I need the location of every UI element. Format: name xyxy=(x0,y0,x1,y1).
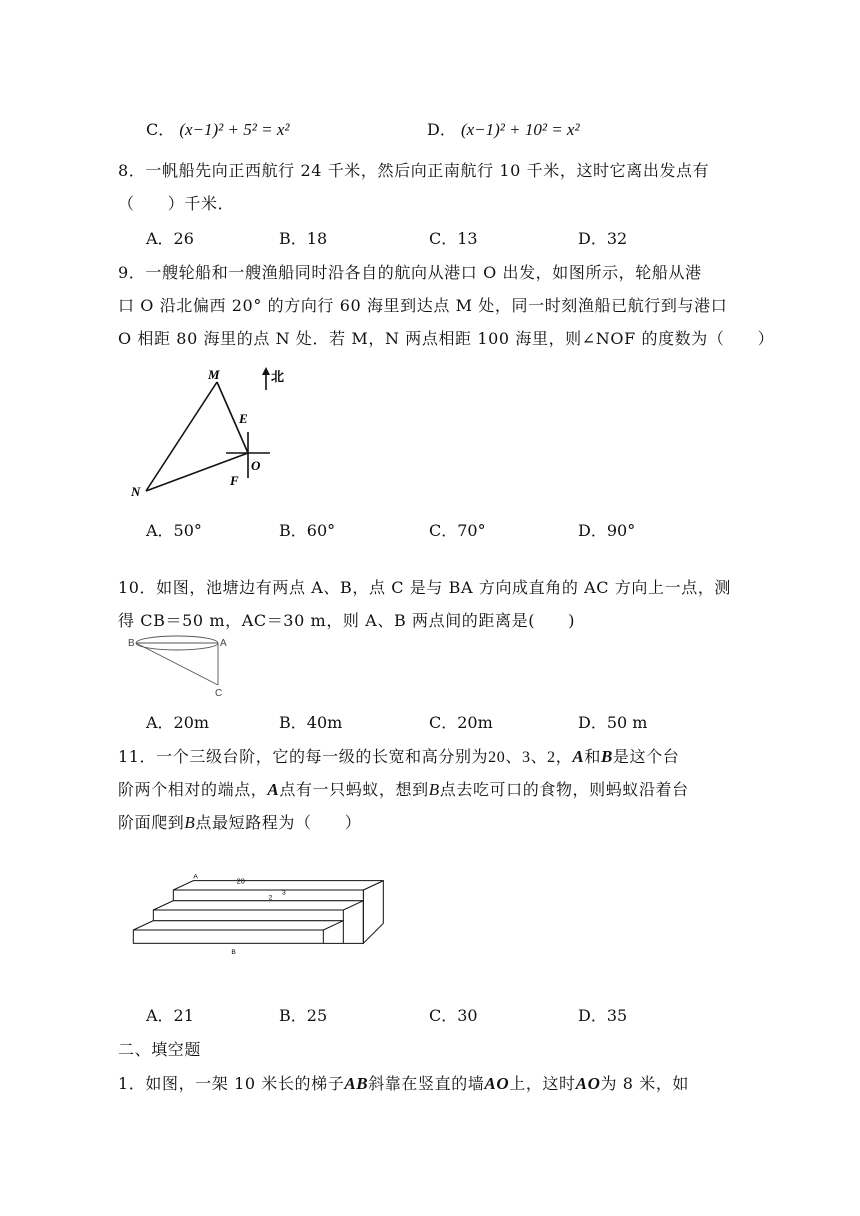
q11-line3-text-a: 阶面爬到 xyxy=(118,813,185,832)
q9-option-c: C．70° xyxy=(429,521,486,540)
q8-option-c: C．13 xyxy=(429,229,478,248)
option-label: D． xyxy=(427,120,456,139)
q11-staircase-figure xyxy=(130,860,390,972)
point-b-ref: B xyxy=(428,780,440,799)
q11-text-line2 xyxy=(118,777,689,800)
q11-line3-text-b: 点最短路程为（ ） xyxy=(195,813,362,832)
q11-line2-text-a: 阶两个相对的端点， xyxy=(118,780,268,799)
label-a: A xyxy=(220,638,227,649)
q9-option-a: A．50° xyxy=(146,521,202,540)
q10-text-line2: 得 CB＝50 m，AC＝30 m，则 A、B 两点间的距离是( ) xyxy=(118,611,576,630)
label-n: N xyxy=(131,484,141,499)
fill-q1-text-d: 为 8 米，如 xyxy=(600,1074,690,1093)
q11-text-line3 xyxy=(118,810,361,833)
point-b-ref: B xyxy=(184,813,196,832)
q10-option-b: B．40m xyxy=(279,713,343,732)
formula-c: (x−1)² + 5² = x² xyxy=(179,120,290,139)
north-arrow-icon xyxy=(262,367,270,375)
q8-option-a: A．26 xyxy=(146,229,194,248)
q9-text-line3: O 相距 80 海里的点 N 处．若 M，N 两点相距 100 海里，则∠NOF 的度数为（ ） xyxy=(118,329,775,348)
q8-option-d: D．32 xyxy=(578,229,628,248)
q9-option-b: B．60° xyxy=(279,521,336,540)
segment-bc xyxy=(136,643,218,685)
label-length-20: 20 xyxy=(236,876,245,886)
q10-figure xyxy=(125,632,235,700)
segment-ab-ref: AB xyxy=(344,1074,369,1093)
step-top-top xyxy=(173,881,383,890)
q8-text-line1: 8．一帆船先向正西航行 24 千米，然后向正南航行 10 千米，这时它离出发点有 xyxy=(118,161,710,180)
segment-ao-ref: AO xyxy=(484,1074,510,1093)
q9-option-d: D．90° xyxy=(578,521,636,540)
segment-ao-ref: AO xyxy=(575,1074,601,1093)
q10-text-line1: 10．如图，池塘边有两点 A、B，点 C 是与 BA 方向成直角的 AC 方向上一点，测 xyxy=(118,578,732,597)
q8-option-b: B．18 xyxy=(279,229,328,248)
q11-line1-text-b: 和 xyxy=(584,747,601,766)
label-m: M xyxy=(208,367,220,382)
right-side-face xyxy=(363,881,383,944)
label-north: 北 xyxy=(271,370,285,385)
q7-option-c xyxy=(146,117,289,140)
segment-mn xyxy=(146,382,217,491)
q11-option-b: B．25 xyxy=(279,1006,328,1025)
point-a-ref: A xyxy=(572,747,585,766)
q7-option-d xyxy=(427,117,580,140)
q11-line2-text-c: 点去吃可口的食物，则蚂蚁沿着台 xyxy=(439,780,689,799)
label-b: B xyxy=(231,949,236,956)
label-c: C xyxy=(215,688,223,699)
label-f: F xyxy=(230,473,239,488)
q9-text-line2: 口 O 沿北偏西 20° 的方向行 60 海里到达点 M 处，同一时刻渔船已航行到与港口 xyxy=(118,296,728,315)
step-bottom-top xyxy=(133,921,343,930)
q11-option-a: A．21 xyxy=(146,1006,194,1025)
label-a: A xyxy=(193,873,198,881)
label-b: B xyxy=(128,638,135,649)
q9-figure xyxy=(120,360,290,505)
q10-option-a: A．20m xyxy=(146,713,210,732)
fill-q1-text xyxy=(118,1071,689,1094)
step-middle-top xyxy=(153,901,363,910)
q11-line1-text-c: 是这个台 xyxy=(612,747,680,766)
label-height-2: 2 xyxy=(268,894,273,902)
formula-d: (x−1)² + 10² = x² xyxy=(460,120,580,139)
label-width-3: 3 xyxy=(282,889,286,897)
step-bottom-front xyxy=(133,930,323,943)
q10-option-d: D．50 m xyxy=(578,713,648,732)
option-label: C． xyxy=(146,120,175,139)
section-title: 二、填空题 xyxy=(118,1040,202,1059)
fill-q1-text-b: 斜靠在竖直的墙 xyxy=(368,1074,485,1093)
q11-option-d: D．35 xyxy=(578,1006,628,1025)
point-a-ref: A xyxy=(267,780,280,799)
q8-text-line2: （ ）千米． xyxy=(118,194,235,213)
fill-q1-text-a: 1．如图，一架 10 米长的梯子 xyxy=(118,1074,345,1093)
q11-line2-text-b: 点有一只蚂蚁，想到 xyxy=(279,780,429,799)
step-middle-front xyxy=(153,910,343,921)
q10-option-c: C．20m xyxy=(429,713,493,732)
q9-text-line1: 9．一艘轮船和一艘渔船同时沿各自的航向从港口 O 出发，如图所示，轮船从港 xyxy=(118,263,702,282)
q11-dimensions: 20、3、2， xyxy=(488,749,573,766)
fill-q1-text-c: 上，这时 xyxy=(509,1074,576,1093)
point-b-ref: B xyxy=(600,747,613,766)
q11-option-c: C．30 xyxy=(429,1006,478,1025)
q11-line1-text-a: 11．一个三级台阶，它的每一级的长宽和高分别为 xyxy=(118,747,489,766)
q11-text-line1 xyxy=(118,744,679,767)
label-o: O xyxy=(251,458,261,473)
label-e: E xyxy=(239,411,248,426)
